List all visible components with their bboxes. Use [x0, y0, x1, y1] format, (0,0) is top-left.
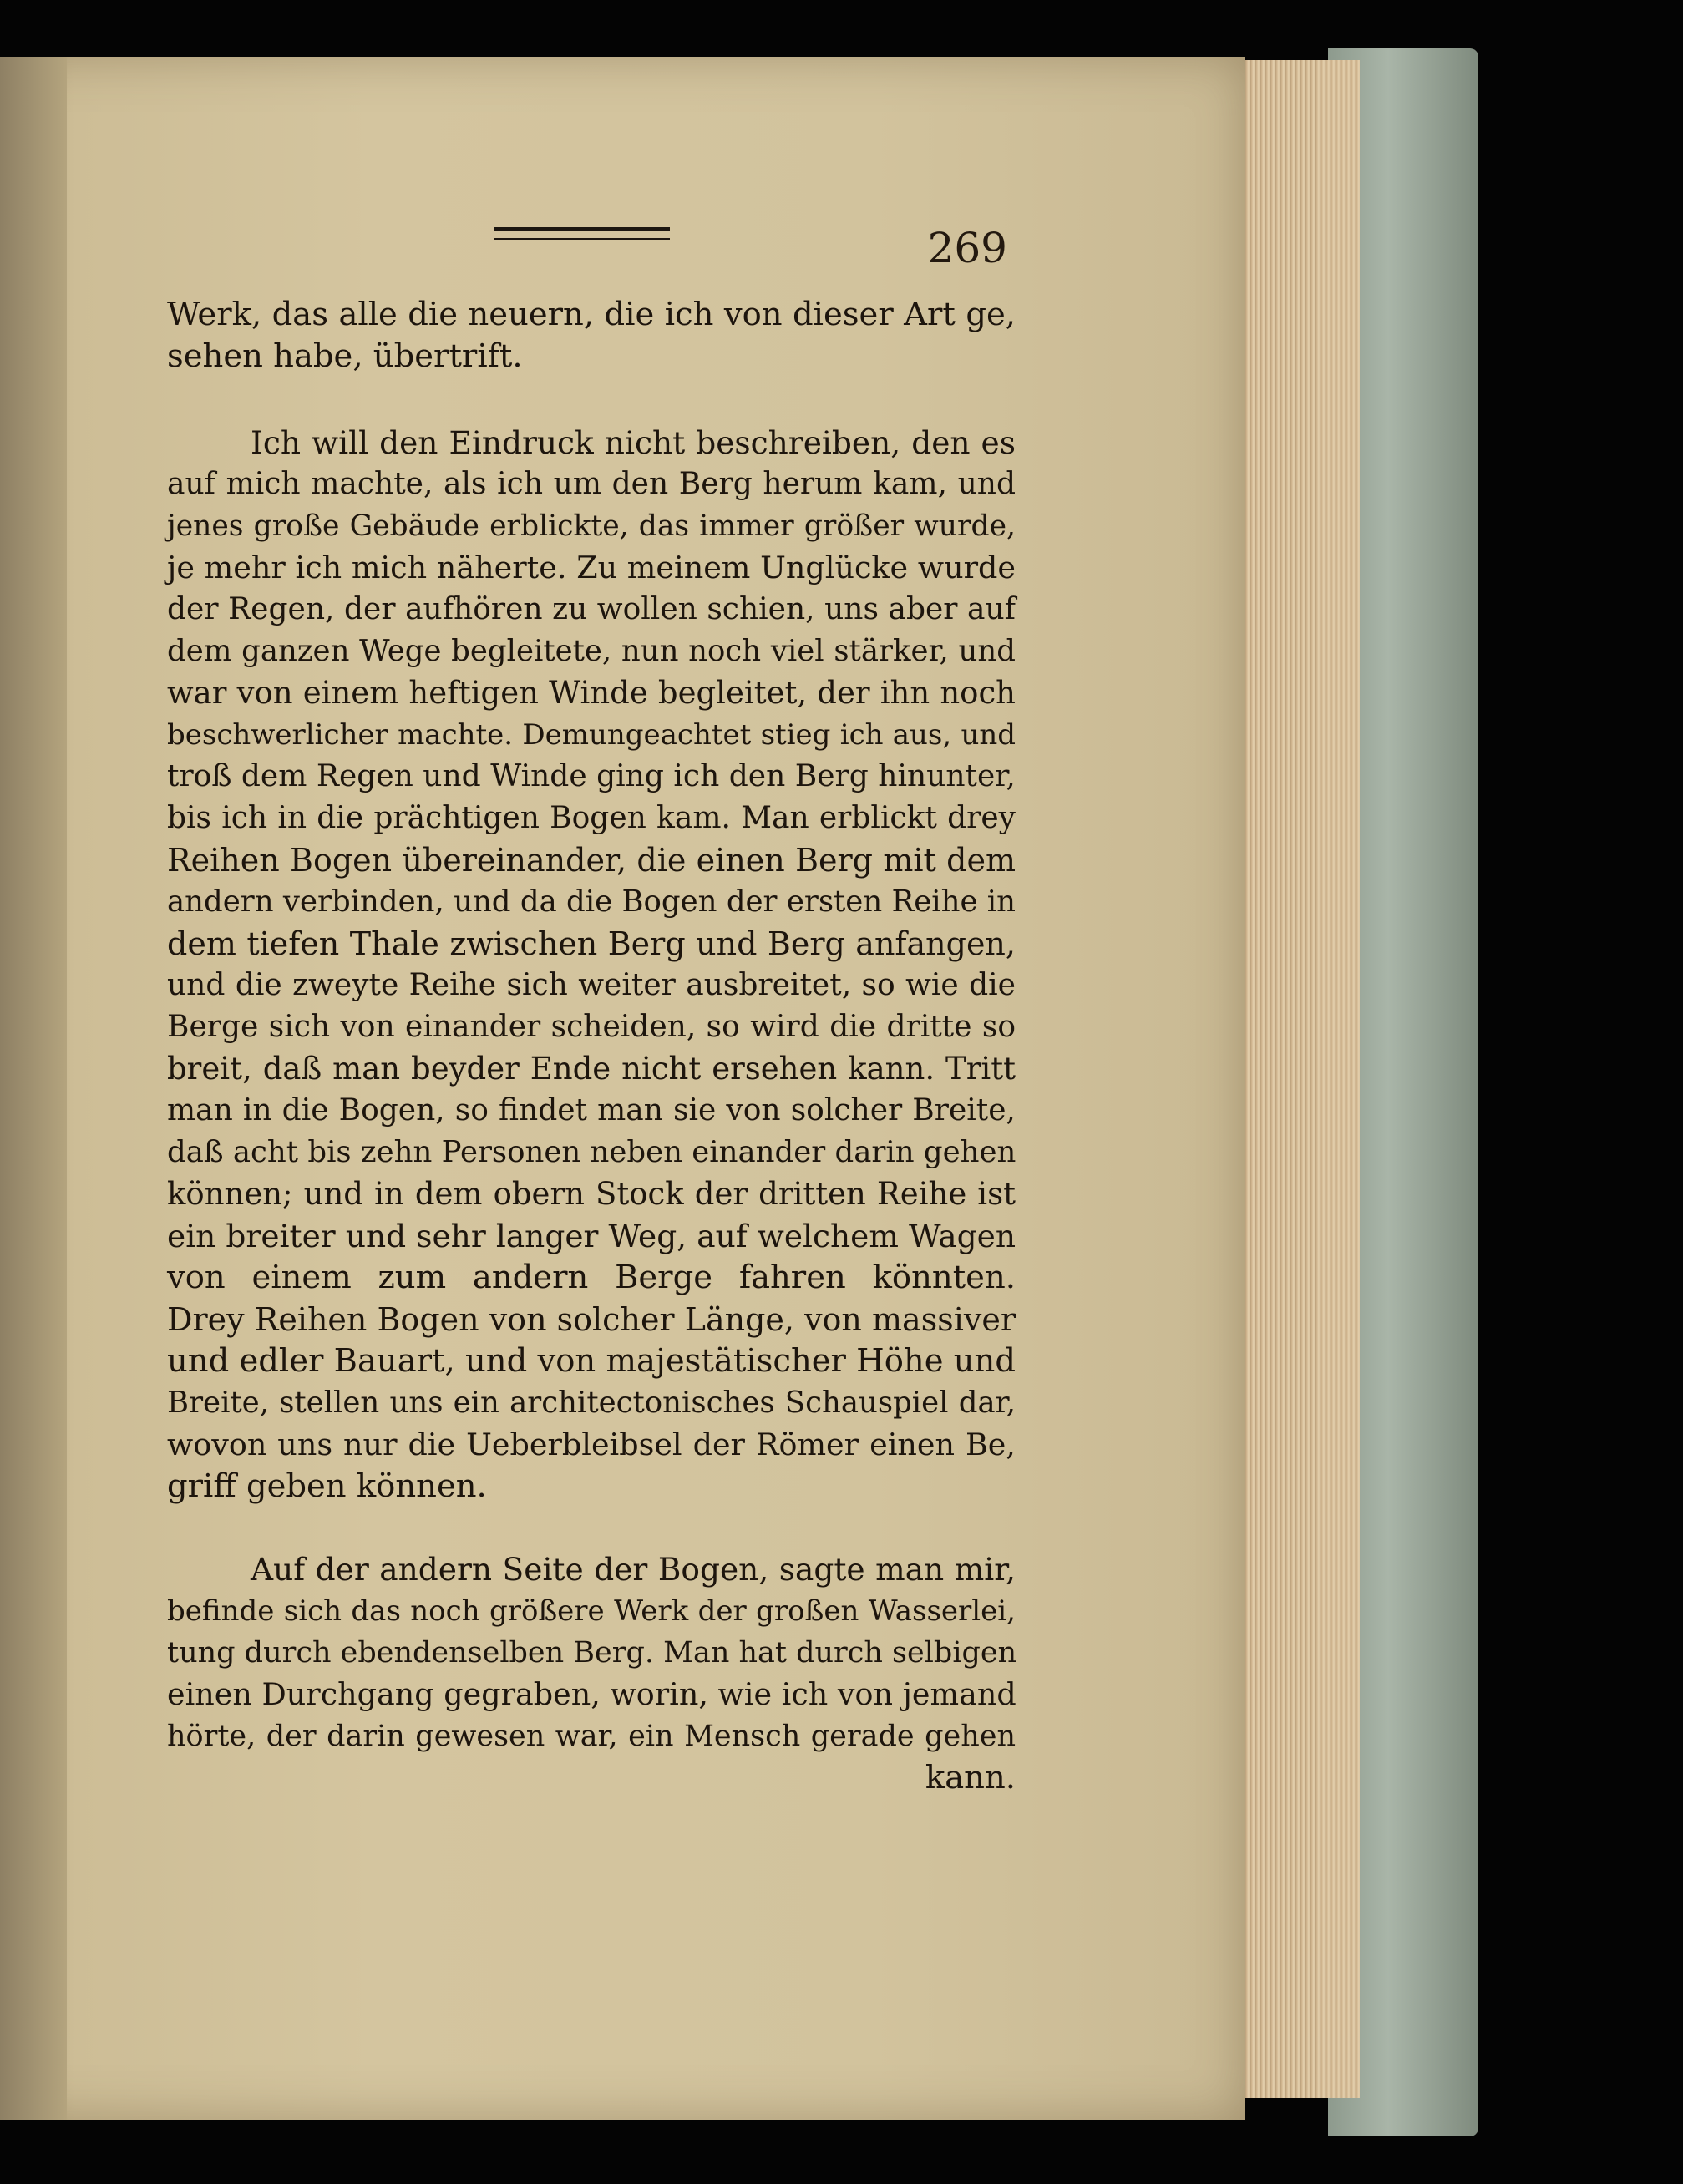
- text-line: von einem zum andern Berge fahren könnten.: [167, 1259, 1016, 1296]
- text-line: Drey Reihen Bogen von solcher Länge, von massiver: [167, 1301, 1016, 1338]
- text-line: jenes große Gebäude erblickte, das immer größer wurde,: [167, 509, 1016, 543]
- text-line: einen Durchgang gegraben, worin, wie ich von jemand: [167, 1676, 1016, 1712]
- catchword: kann.: [925, 1759, 1016, 1796]
- text-line: ein breiter und sehr langer Weg, auf welchem Wagen: [167, 1218, 1016, 1254]
- text-line: andern verbinden, und da die Bogen der ersten Reihe in: [167, 884, 1016, 919]
- text-line: Auf der andern Seite der Bogen, sagte man mir,: [251, 1551, 1016, 1588]
- text-line: griff geben können.: [167, 1467, 487, 1505]
- text-line: und edler Bauart, und von majestätischer Höhe und: [167, 1342, 1016, 1380]
- page-number: 269: [927, 224, 1007, 272]
- text-line: Werk, das alle die neuern, die ich von dieser Art ge,: [167, 296, 1016, 333]
- text-line: beschwerlicher machte. Demungeachtet stieg ich aus, und: [167, 718, 1016, 752]
- text-line: bis ich in die prächtigen Bogen kam. Man erblickt drey: [167, 801, 1016, 835]
- text-line: war von einem heftigen Winde begleitet, der ihn noch: [167, 675, 1016, 711]
- text-line: tung durch ebendenselben Berg. Man hat durch selbigen: [167, 1636, 1017, 1670]
- text-line: daß acht bis zehn Personen neben einander darin gehen: [167, 1135, 1016, 1169]
- text-line: sehen habe, übertrift.: [167, 337, 523, 375]
- text-line: hörte, der darin gewesen war, ein Mensch gerade gehen: [167, 1720, 1016, 1753]
- text-line: dem tiefen Thale zwischen Berg und Berg anfangen,: [167, 925, 1016, 962]
- text-line: können; und in dem obern Stock der dritten Reihe ist: [167, 1176, 1016, 1212]
- text-line: befinde sich das noch größere Werk der großen Wasserlei,: [167, 1594, 1016, 1628]
- text-line: breit, daß man beyder Ende nicht ersehen kann. Tritt: [167, 1051, 1016, 1087]
- page-text: [167, 294, 1016, 1799]
- text-line: troß dem Regen und Winde ging ich den Berg hinunter,: [167, 759, 1016, 793]
- text-line: und die zweyte Reihe sich weiter ausbreitet, so wie die: [167, 968, 1016, 1002]
- text-line: wovon uns nur die Ueberbleibsel der Römer einen Be,: [167, 1426, 1016, 1462]
- header-rule: [494, 227, 670, 240]
- text-line: dem ganzen Wege begleitete, nun noch viel stärker, und: [167, 634, 1016, 668]
- text-line: auf mich machte, als ich um den Berg herum kam, und: [167, 467, 1016, 501]
- page-gutter: [0, 57, 67, 2120]
- text-line: Ich will den Eindruck nicht beschreiben, den es: [251, 424, 1016, 461]
- paragraph-1: [167, 294, 1016, 378]
- text-line: der Regen, der aufhören zu wollen schien, uns aber auf: [167, 592, 1016, 626]
- text-line: Reihen Bogen übereinander, die einen Berg mit dem: [167, 842, 1016, 879]
- page-fore-edge: [1226, 60, 1360, 2098]
- text-line: je mehr ich mich näherte. Zu meinem Unglücke wurde: [167, 550, 1016, 585]
- text-line: Berge sich von einander scheiden, so wird die dritte so: [167, 1010, 1016, 1044]
- text-line: Breite, stellen uns ein architectonisches Schauspiel dar,: [167, 1386, 1016, 1420]
- text-line: man in die Bogen, so findet man sie von solcher Breite,: [167, 1093, 1016, 1127]
- paragraph-3: [167, 1548, 1016, 1757]
- paragraph-2: [167, 422, 1016, 1508]
